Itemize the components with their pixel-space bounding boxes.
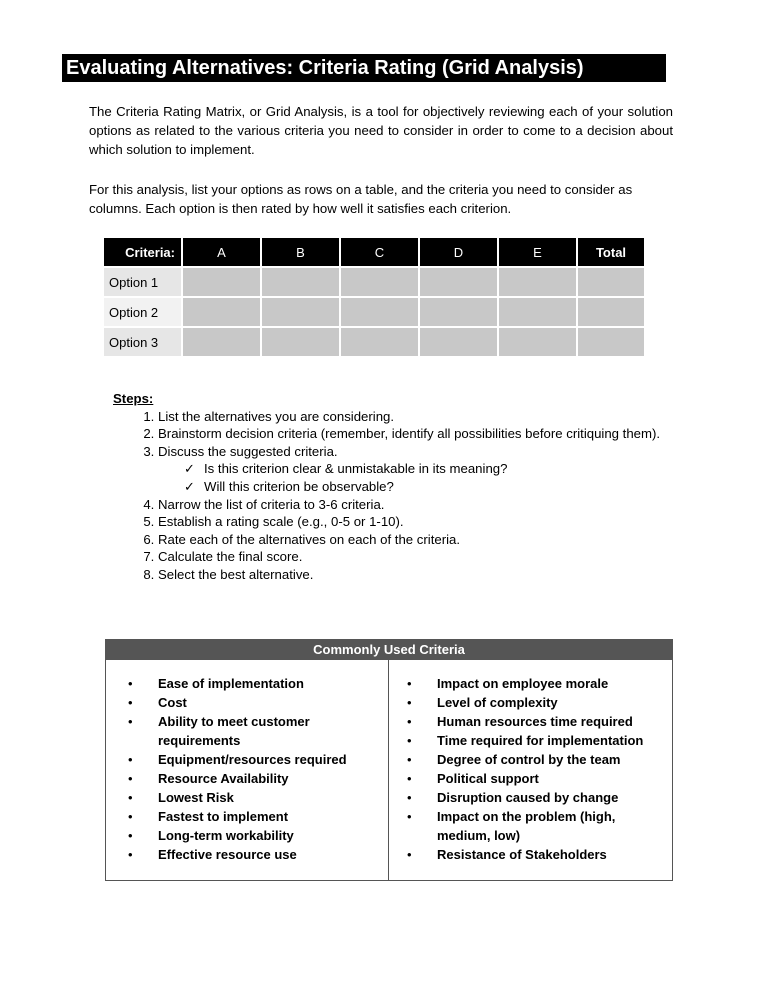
- grid-cell: [341, 328, 418, 356]
- criteria-item: [389, 845, 672, 864]
- grid-cell: [499, 268, 576, 296]
- criteria-left-column: [106, 660, 389, 881]
- check-item: [184, 478, 678, 496]
- grid-row-label: Option 3: [104, 328, 181, 356]
- step-item: [158, 443, 678, 496]
- grid-header-criteria: Criteria:: [104, 238, 181, 266]
- step-item: [158, 496, 678, 514]
- grid-header-col-a: A: [183, 238, 260, 266]
- criteria-text: Long-term workability: [158, 828, 294, 843]
- step-text: Establish a rating scale (e.g., 0-5 or 1-10).: [158, 514, 404, 530]
- step-text: List the alternatives you are considering.: [158, 408, 395, 424]
- step-text: Brainstorm decision criteria (remember, identify all possibilities before critiquing them).: [158, 426, 661, 442]
- criteria-text: Equipment/resources required: [158, 752, 347, 767]
- step-text: Select the best alternative.: [158, 566, 314, 582]
- criteria-item: [106, 826, 388, 845]
- step-text: Rate each of the alternatives on each of the criteria.: [158, 531, 461, 547]
- check-icon: ✓: [184, 478, 196, 494]
- grid-header-total: Total: [578, 238, 644, 266]
- bullet-icon: •: [407, 847, 412, 862]
- criteria-text: Human resources time required: [437, 714, 633, 729]
- criteria-text: Degree of control by the team: [437, 752, 621, 767]
- criteria-item: [106, 788, 388, 807]
- step-text: Narrow the list of criteria to 3-6 criteria.: [158, 496, 385, 512]
- criteria-right-column: [389, 660, 672, 881]
- criteria-item: [389, 674, 672, 693]
- criteria-text: Disruption caused by change: [437, 790, 619, 805]
- common-criteria-box: [105, 639, 673, 881]
- step-item: [158, 425, 678, 443]
- grid-header-col-c: C: [341, 238, 418, 266]
- grid-header-row: [104, 238, 644, 266]
- bullet-icon: •: [407, 714, 412, 729]
- bullet-icon: •: [128, 714, 133, 729]
- grid-cell: [499, 328, 576, 356]
- bullet-icon: •: [128, 790, 133, 805]
- criteria-item: [106, 674, 388, 693]
- grid-header-col-b: B: [262, 238, 339, 266]
- bullet-icon: •: [128, 676, 133, 691]
- bullet-icon: •: [128, 752, 133, 767]
- check-icon: ✓: [184, 461, 196, 477]
- criteria-item: [389, 750, 672, 769]
- criteria-text: Lowest Risk: [158, 790, 234, 805]
- criteria-text: Impact on employee morale: [437, 676, 609, 691]
- criteria-item: [389, 807, 672, 845]
- step-item: [158, 531, 678, 549]
- bullet-icon: •: [128, 809, 133, 824]
- criteria-text: Ability to meet customer requirements: [158, 714, 310, 748]
- bullet-icon: •: [128, 828, 133, 843]
- bullet-icon: •: [128, 771, 133, 786]
- grid-cell-total: [578, 328, 644, 356]
- grid-cell: [420, 268, 497, 296]
- grid-header-col-d: D: [420, 238, 497, 266]
- grid-cell-total: [578, 298, 644, 326]
- bullet-icon: •: [407, 752, 412, 767]
- step-text: Discuss the suggested criteria.: [158, 443, 338, 459]
- grid-cell: [183, 298, 260, 326]
- criteria-text: Impact on the problem (high, medium, low): [437, 809, 616, 843]
- intro-paragraph: The Criteria Rating Matrix, or Grid Analysis, is a tool for objectively reviewing each of your solution options as related to the various criteria you need to consider in order to come to a decision about which solution to implement.: [89, 104, 673, 157]
- criteria-item: [389, 731, 672, 750]
- criteria-text: Cost: [158, 695, 187, 710]
- criteria-heading: Commonly Used Criteria: [106, 640, 672, 660]
- grid-cell: [420, 328, 497, 356]
- check-item: [184, 460, 678, 478]
- grid-row-label: Option 2: [104, 298, 181, 326]
- bullet-icon: •: [407, 733, 412, 748]
- criteria-rating-grid: [102, 236, 646, 358]
- criteria-item: [106, 807, 388, 826]
- criteria-text: Resource Availability: [158, 771, 289, 786]
- grid-row-option-2: [104, 298, 644, 326]
- page-title: Evaluating Alternatives: Criteria Rating (Grid Analysis): [62, 54, 666, 82]
- bullet-icon: •: [128, 695, 133, 710]
- grid-cell: [420, 298, 497, 326]
- steps-list: [113, 408, 678, 584]
- grid-cell: [262, 268, 339, 296]
- criteria-item: [106, 712, 388, 750]
- grid-cell: [341, 268, 418, 296]
- steps-title: Steps:: [113, 391, 154, 406]
- criteria-columns: [106, 660, 672, 881]
- grid-cell: [499, 298, 576, 326]
- criteria-item: [389, 712, 672, 731]
- criteria-text: Time required for implementation: [437, 733, 644, 748]
- criteria-item: [106, 750, 388, 769]
- step-item: [158, 548, 678, 566]
- bullet-icon: •: [407, 790, 412, 805]
- step-text: Calculate the final score.: [158, 549, 303, 565]
- check-text: Is this criterion clear & unmistakable in its meaning?: [204, 461, 508, 477]
- steps-section: [113, 390, 678, 584]
- grid-header-col-e: E: [499, 238, 576, 266]
- criteria-item: [106, 845, 388, 864]
- grid-cell: [183, 268, 260, 296]
- criteria-text: Resistance of Stakeholders: [437, 847, 607, 862]
- instructions-paragraph: For this analysis, list your options as rows on a table, and the criteria you need to consider as columns. Each option is then rated by how well it satisfies each criterion.: [89, 182, 633, 216]
- criteria-item: [106, 769, 388, 788]
- check-text: Will this criterion be observable?: [204, 478, 394, 494]
- criteria-text: Effective resource use: [158, 847, 297, 862]
- grid-cell: [262, 328, 339, 356]
- bullet-icon: •: [128, 847, 133, 862]
- bullet-icon: •: [407, 695, 412, 710]
- step-item: [158, 566, 678, 584]
- criteria-text: Level of complexity: [437, 695, 558, 710]
- bullet-icon: •: [407, 676, 412, 691]
- grid-cell: [341, 298, 418, 326]
- grid-cell: [262, 298, 339, 326]
- criteria-item: [389, 693, 672, 712]
- step-item: [158, 513, 678, 531]
- criteria-text: Political support: [437, 771, 539, 786]
- grid-row-option-1: [104, 268, 644, 296]
- grid-row-option-3: [104, 328, 644, 356]
- grid-cell-total: [578, 268, 644, 296]
- grid-row-label: Option 1: [104, 268, 181, 296]
- step-item: [158, 408, 678, 426]
- criteria-item: [106, 693, 388, 712]
- checks-list: [158, 460, 678, 495]
- grid-cell: [183, 328, 260, 356]
- bullet-icon: •: [407, 809, 412, 824]
- criteria-item: [389, 788, 672, 807]
- criteria-text: Ease of implementation: [158, 676, 304, 691]
- criteria-item: [389, 769, 672, 788]
- criteria-text: Fastest to implement: [158, 809, 289, 824]
- bullet-icon: •: [407, 771, 412, 786]
